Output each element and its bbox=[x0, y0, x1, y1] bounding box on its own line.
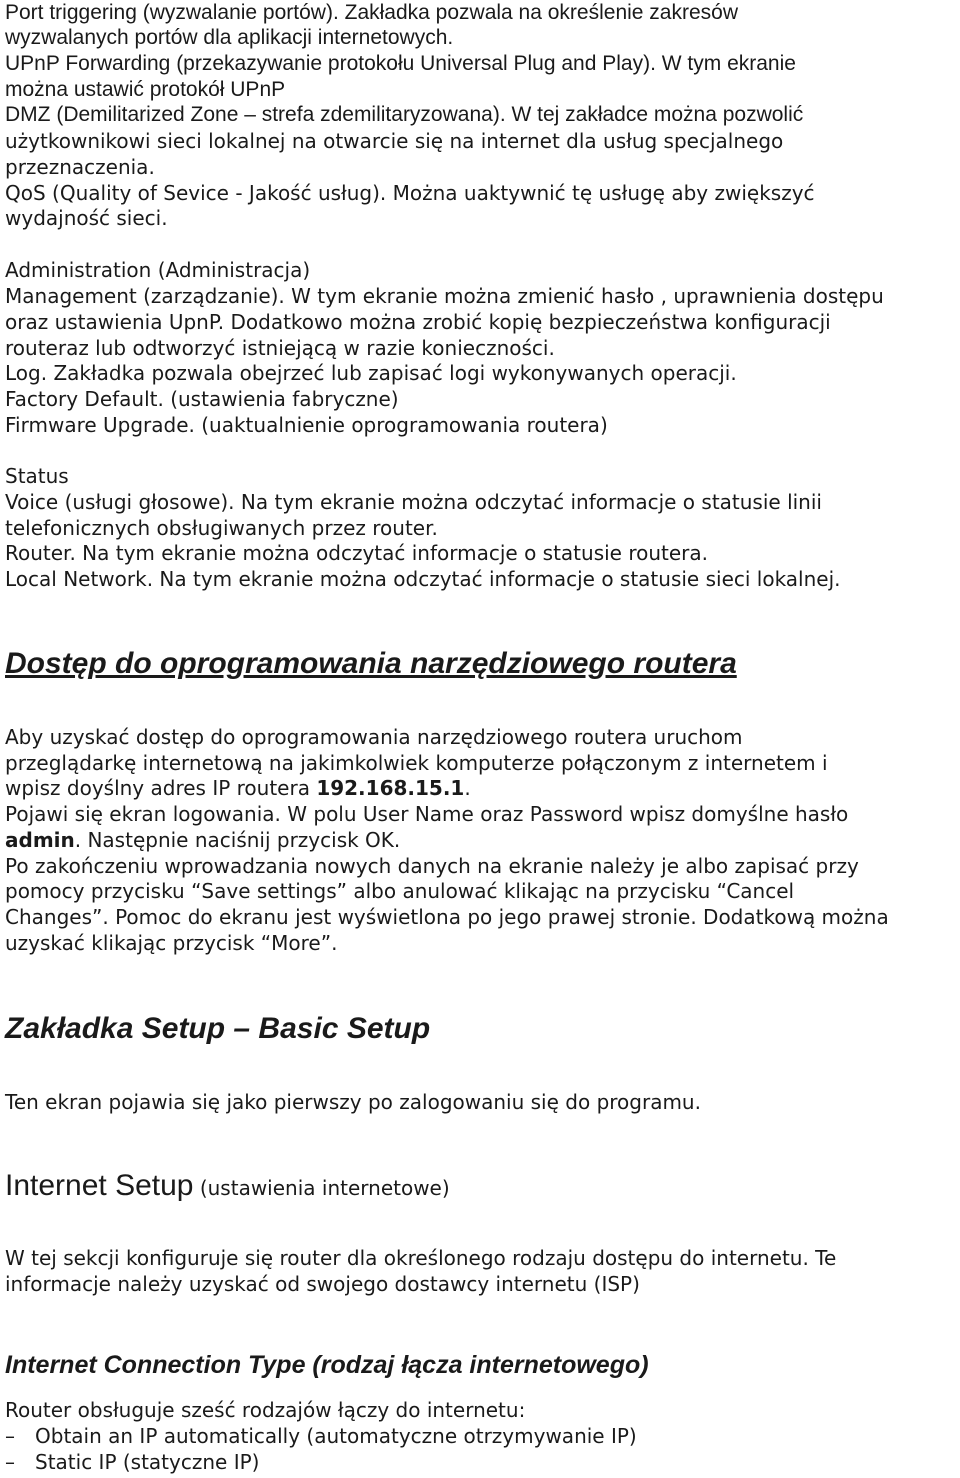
text-line: telefonicznych obsługiwanych przez router. bbox=[5, 516, 438, 540]
text-run: . bbox=[464, 776, 471, 800]
dash-bullet: – bbox=[5, 1450, 15, 1474]
text-line: DMZ (Demilitarized Zone – strefa zdemilitaryzowana). W tej zakładce można pozwolić bbox=[5, 103, 804, 126]
text-line: przeznaczenia. bbox=[5, 155, 155, 179]
text-line: QoS (Quality of Sevice - Jakość usług). Można uaktywnić tę usługę aby zwiększyć bbox=[5, 181, 815, 205]
text-line: wydajność sieci. bbox=[5, 206, 168, 230]
text-line: Router obsługuje sześć rodzajów łączy do internetu: bbox=[5, 1398, 526, 1422]
router-ip-address: 192.168.15.1 bbox=[316, 776, 465, 800]
default-password: admin bbox=[5, 828, 75, 852]
text-line: można ustawić protokół UPnP bbox=[5, 78, 286, 101]
heading-connection-type: Internet Connection Type (rodzaj łącza internetowego) bbox=[5, 1351, 649, 1379]
text-line: informacje należy uzyskać od swojego dostawcy internetu (ISP) bbox=[5, 1272, 640, 1296]
text-line: Router. Na tym ekranie można odczytać informacje o statusie routera. bbox=[5, 541, 709, 565]
list-item-text: Static IP (statyczne IP) bbox=[35, 1450, 260, 1474]
heading-access: Dostęp do oprogramowania narzędziowego routera bbox=[5, 647, 737, 680]
text-line: Changes”. Pomoc do ekranu jest wyświetlona po jego prawej stronie. Dodatkową można bbox=[5, 905, 889, 929]
text-line: UPnP Forwarding (przekazywanie protokołu Universal Plug and Play). W tym ekranie bbox=[5, 52, 796, 75]
text-line: pomocy przycisku “Save settings” albo anulować klikając na przycisku “Cancel bbox=[5, 879, 795, 903]
internet-setup-title: Internet Setup bbox=[5, 1169, 194, 1202]
internet-setup-subtitle: (ustawienia internetowe) bbox=[193, 1176, 450, 1200]
list-item-text: Obtain an IP automatically (automatyczne otrzymywanie IP) bbox=[35, 1424, 637, 1448]
list-item bbox=[5, 1449, 259, 1475]
text-line-password bbox=[5, 827, 400, 853]
text-line: przeglądarkę internetową na jakimkolwiek komputerze połączonym z internetem i bbox=[5, 751, 828, 775]
text-run: . Następnie naciśnij przycisk OK. bbox=[74, 828, 401, 852]
text-line: użytkownikowi sieci lokalnej na otwarcie się na internet dla usług specjalnego bbox=[5, 129, 784, 153]
text-line: Local Network. Na tym ekranie można odczytać informacje o statusie sieci lokalnej. bbox=[5, 567, 841, 591]
text-line-ip bbox=[5, 775, 471, 801]
text-line: Ten ekran pojawia się jako pierwszy po zalogowaniu się do programu. bbox=[5, 1090, 701, 1114]
text-run: wpisz doyślny adres IP routera bbox=[5, 776, 317, 800]
text-line: Management (zarządzanie). W tym ekranie można zmienić hasło , uprawnienia dostępu bbox=[5, 284, 884, 308]
text-line: oraz ustawienia UpnP. Dodatkowo można zrobić kopię bezpieczeństwa konfiguracji bbox=[5, 310, 831, 334]
list-item bbox=[5, 1423, 637, 1449]
text-line: Po zakończeniu wprowadzania nowych danych na ekranie należy je albo zapisać przy bbox=[5, 854, 859, 878]
text-line: Voice (usługi głosowe). Na tym ekranie można odczytać informacje o statusie linii bbox=[5, 490, 822, 514]
text-line: Pojawi się ekran logowania. W polu User Name oraz Password wpisz domyślne hasło bbox=[5, 802, 849, 826]
section-label-status: Status bbox=[5, 464, 69, 488]
text-line: uzyskać klikając przycisk “More”. bbox=[5, 931, 338, 955]
text-line: Factory Default. (ustawienia fabryczne) bbox=[5, 387, 399, 411]
heading-internet-setup bbox=[5, 1169, 450, 1207]
text-line: Port triggering (wyzwalanie portów). Zakładka pozwala na określenie zakresów bbox=[5, 1, 739, 24]
text-line: Firmware Upgrade. (uaktualnienie oprogramowania routera) bbox=[5, 413, 608, 437]
section-label-administration: Administration (Administracja) bbox=[5, 258, 311, 282]
text-line: Aby uzyskać dostęp do oprogramowania narzędziowego routera uruchom bbox=[5, 725, 743, 749]
text-line: routeraz lub odtworzyć istniejącą w razie konieczności. bbox=[5, 336, 555, 360]
heading-setup: Zakładka Setup – Basic Setup bbox=[5, 1012, 431, 1045]
text-line: W tej sekcji konfiguruje się router dla określonego rodzaju dostępu do internetu. Te bbox=[5, 1246, 837, 1270]
text-line: wyzwalanych portów dla aplikacji internetowych. bbox=[5, 26, 454, 49]
text-line: Log. Zakładka pozwala obejrzeć lub zapisać logi wykonywanych operacji. bbox=[5, 361, 737, 385]
dash-bullet: – bbox=[5, 1424, 15, 1448]
